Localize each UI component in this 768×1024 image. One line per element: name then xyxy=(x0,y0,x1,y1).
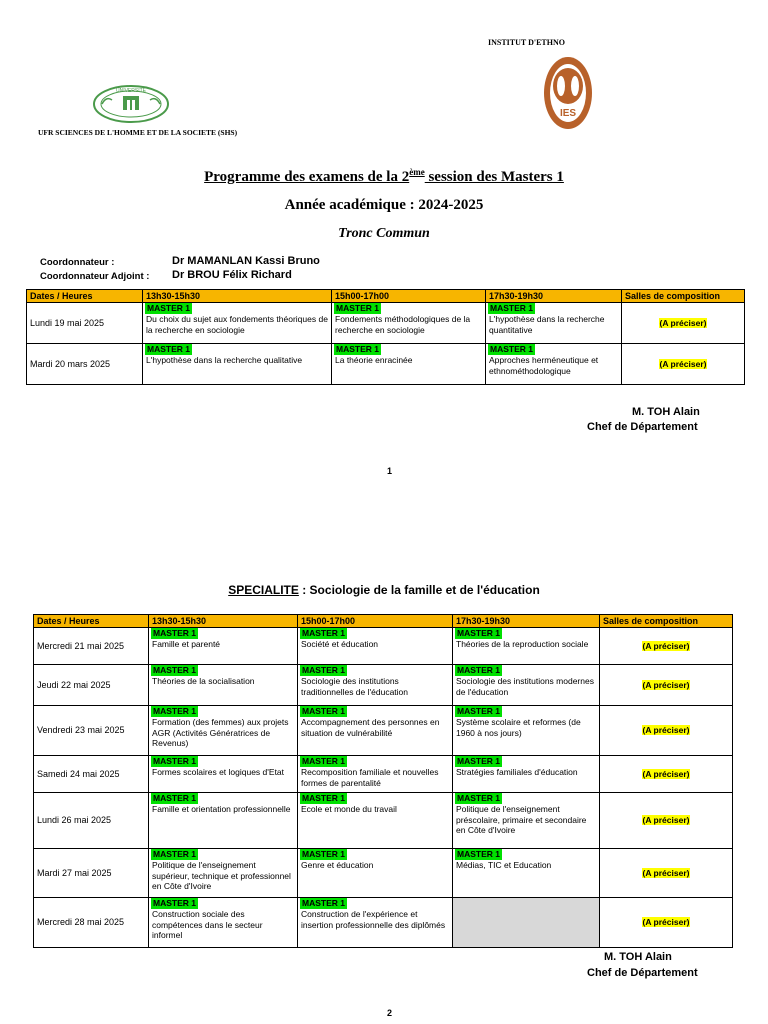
room-cell xyxy=(622,303,745,344)
room-value: (A préciser) xyxy=(642,768,690,779)
course-name: Approches herméneutique et ethnométhodologique xyxy=(489,355,599,376)
table-row xyxy=(34,793,733,849)
course-name: Médias, TIC et Education xyxy=(456,860,552,870)
room-value: (A préciser) xyxy=(642,815,690,826)
slot-cell xyxy=(486,344,622,385)
institute-name-right: INSTITUT D'ETHNO xyxy=(488,38,565,47)
date-cell: Mardi 20 mars 2025 xyxy=(27,344,143,385)
course-name: Formes scolaires et logiques d'Etat xyxy=(152,767,285,777)
level-badge: MASTER 1 xyxy=(153,793,196,803)
date-cell: Mercredi 21 mai 2025 xyxy=(34,628,149,665)
course-name: Du choix du sujet aux fondements théoriques de la recherche en sociologie xyxy=(146,314,328,335)
course-name: Sociologie des institutions modernes de l'éducation xyxy=(456,676,594,697)
course-name: L'hypothèse dans la recherche quantitative xyxy=(489,314,605,335)
slot-cell xyxy=(453,706,600,756)
date-cell: Mercredi 28 mai 2025 xyxy=(34,898,149,948)
slot-cell xyxy=(149,898,298,948)
course-name: Sociologie des institutions traditionnelles de l'éducation xyxy=(301,676,409,697)
page-number-1: 1 xyxy=(387,466,393,476)
slot-cell xyxy=(149,849,298,898)
title-pre: Programme des examens de la 2 xyxy=(204,169,410,185)
table-row xyxy=(34,898,733,948)
slot-cell xyxy=(453,849,600,898)
level-badge: MASTER 1 xyxy=(302,628,345,638)
slot-cell xyxy=(149,628,298,665)
course-name: Accompagnement des personnes en situation de vulnérabilité xyxy=(301,717,440,738)
col-header-slot1: 13h30-15h30 xyxy=(149,615,298,628)
col-header-rooms: Salles de composition xyxy=(622,290,745,303)
level-badge: MASTER 1 xyxy=(302,665,345,675)
table-row xyxy=(27,344,745,385)
slot-cell xyxy=(143,344,332,385)
course-name: Recomposition familiale et nouvelles formes de parentalité xyxy=(301,767,439,788)
academic-year: Année académique : 2024-2025 xyxy=(284,197,484,213)
page1-title xyxy=(0,167,768,186)
title-post: session des Masters 1 xyxy=(424,169,564,185)
level-badge: MASTER 1 xyxy=(147,344,190,354)
level-badge: MASTER 1 xyxy=(302,706,345,716)
col-header-slot2: 15h00-17h00 xyxy=(332,290,486,303)
level-badge: MASTER 1 xyxy=(457,628,500,638)
logo-right-text: IES xyxy=(559,108,577,119)
col-header-slot1: 13h30-15h30 xyxy=(143,290,332,303)
course-name: Stratégies familiales d'éducation xyxy=(456,767,578,777)
level-badge: MASTER 1 xyxy=(490,303,533,313)
level-badge: MASTER 1 xyxy=(457,706,500,716)
room-cell xyxy=(622,344,745,385)
specialty-value: : Sociologie de la famille et de l'éducation xyxy=(298,583,540,597)
col-header-slot2: 15h00-17h00 xyxy=(298,615,453,628)
course-name: Système scolaire et reformes (de 1960 à nos jours) xyxy=(456,717,581,738)
level-badge: MASTER 1 xyxy=(302,793,345,803)
institute-logo xyxy=(543,56,593,135)
room-cell xyxy=(600,665,733,706)
level-badge: MASTER 1 xyxy=(153,628,196,638)
course-name: L'hypothèse dans la recherche qualitative xyxy=(146,355,303,365)
col-header-dates: Dates / Heures xyxy=(34,615,149,628)
slot-cell xyxy=(486,303,622,344)
schedule-table-core xyxy=(26,289,745,385)
course-name: Genre et éducation xyxy=(301,860,374,870)
level-badge: MASTER 1 xyxy=(153,756,196,766)
course-name: Politique de l'enseignement supérieur, technique et professionnel en Côte d'Ivoire xyxy=(152,860,291,891)
course-name: Construction sociale des compétences dans le secteur informel xyxy=(152,909,263,940)
signatory-name-p2: M. TOH Alain xyxy=(604,951,672,963)
slot-cell xyxy=(298,628,453,665)
room-value: (A préciser) xyxy=(659,358,707,369)
level-badge: MASTER 1 xyxy=(302,898,345,908)
course-name: Politique de l'enseignement préscolaire, primaire et secondaire en Côte d'Ivoire xyxy=(456,804,587,835)
slot-cell xyxy=(149,756,298,793)
level-badge: MASTER 1 xyxy=(490,344,533,354)
course-name: Famille et parenté xyxy=(152,639,221,649)
deputy-coordinator-label: Coordonnateur Adjoint : xyxy=(40,271,150,282)
level-badge: MASTER 1 xyxy=(457,756,500,766)
course-name: Construction de l'expérience et insertion professionnelle des diplômés xyxy=(301,909,446,930)
level-badge: MASTER 1 xyxy=(153,898,196,908)
level-badge: MASTER 1 xyxy=(457,849,500,859)
table-row xyxy=(34,628,733,665)
specialty-title xyxy=(0,583,768,597)
table-row xyxy=(34,706,733,756)
course-name: Ecole et monde du travail xyxy=(301,804,397,814)
room-value: (A préciser) xyxy=(642,867,690,878)
slot-cell xyxy=(149,793,298,849)
course-name: Théories de la reproduction sociale xyxy=(456,639,589,649)
level-badge: MASTER 1 xyxy=(302,849,345,859)
level-badge: MASTER 1 xyxy=(153,665,196,675)
level-badge: MASTER 1 xyxy=(153,706,196,716)
title-sup: ème xyxy=(409,167,425,177)
table-row xyxy=(34,756,733,793)
room-value: (A préciser) xyxy=(642,679,690,690)
schedule-table-specialty xyxy=(33,614,733,948)
logo-left-text: UNIVERSITÉ xyxy=(115,88,147,94)
room-value: (A préciser) xyxy=(642,917,690,928)
course-name: Théories de la socialisation xyxy=(152,676,255,686)
table-row xyxy=(34,665,733,706)
slot-cell xyxy=(143,303,332,344)
slot-cell xyxy=(453,793,600,849)
slot-cell xyxy=(298,665,453,706)
level-badge: MASTER 1 xyxy=(457,793,500,803)
course-name: Formation (des femmes) aux projets AGR (Activités Génératrices de Revenus) xyxy=(152,717,289,748)
level-badge: MASTER 1 xyxy=(457,665,500,675)
col-header-slot3: 17h30-19h30 xyxy=(486,290,622,303)
room-cell xyxy=(600,898,733,948)
col-header-slot3: 17h30-19h30 xyxy=(453,615,600,628)
slot-cell xyxy=(453,665,600,706)
level-badge: MASTER 1 xyxy=(147,303,190,313)
level-badge: MASTER 1 xyxy=(336,344,379,354)
level-badge: MASTER 1 xyxy=(336,303,379,313)
signatory-name-p1: M. TOH Alain xyxy=(632,406,700,418)
slot-cell xyxy=(453,756,600,793)
course-name: Famille et orientation professionnelle xyxy=(152,804,291,814)
page-number-2: 2 xyxy=(387,1008,393,1018)
table-row xyxy=(27,303,745,344)
room-cell xyxy=(600,706,733,756)
slot-cell xyxy=(298,756,453,793)
slot-cell xyxy=(332,344,486,385)
room-cell xyxy=(600,849,733,898)
date-cell: Lundi 26 mai 2025 xyxy=(34,793,149,849)
room-cell xyxy=(600,756,733,793)
slot-cell xyxy=(453,628,600,665)
date-cell: Vendredi 23 mai 2025 xyxy=(34,706,149,756)
room-cell xyxy=(600,793,733,849)
level-badge: MASTER 1 xyxy=(153,849,196,859)
room-value: (A préciser) xyxy=(642,640,690,651)
slot-cell xyxy=(149,706,298,756)
university-logo xyxy=(92,84,170,129)
deputy-coordinator-name: Dr BROU Félix Richard xyxy=(172,269,292,281)
level-badge: MASTER 1 xyxy=(302,756,345,766)
course-name: Société et éducation xyxy=(301,639,379,649)
col-header-rooms: Salles de composition xyxy=(600,615,733,628)
date-cell: Samedi 24 mai 2025 xyxy=(34,756,149,793)
course-name: La théorie enracinée xyxy=(335,355,413,365)
col-header-dates: Dates / Heures xyxy=(27,290,143,303)
room-cell xyxy=(600,628,733,665)
date-cell: Jeudi 22 mai 2025 xyxy=(34,665,149,706)
section-title: Tronc Commun xyxy=(338,226,430,241)
coordinator-name: Dr MAMANLAN Kassi Bruno xyxy=(172,255,320,267)
empty-slot-cell xyxy=(453,898,600,948)
slot-cell xyxy=(149,665,298,706)
table-row xyxy=(34,849,733,898)
course-name: Fondements méthodologiques de la recherche en sociologie xyxy=(335,314,471,335)
room-value: (A préciser) xyxy=(659,317,707,328)
date-cell: Mardi 27 mai 2025 xyxy=(34,849,149,898)
signatory-title-p1: Chef de Département xyxy=(587,421,698,433)
slot-cell xyxy=(298,793,453,849)
slot-cell xyxy=(332,303,486,344)
room-value: (A préciser) xyxy=(642,725,690,736)
slot-cell xyxy=(298,898,453,948)
specialty-label: SPECIALITE xyxy=(228,583,299,597)
slot-cell xyxy=(298,706,453,756)
signatory-title-p2: Chef de Département xyxy=(587,967,698,979)
date-cell: Lundi 19 mai 2025 xyxy=(27,303,143,344)
coordinator-label: Coordonnateur : xyxy=(40,257,115,268)
slot-cell xyxy=(298,849,453,898)
ufr-name: UFR SCIENCES DE L'HOMME ET DE LA SOCIETE (SHS) xyxy=(38,128,238,137)
